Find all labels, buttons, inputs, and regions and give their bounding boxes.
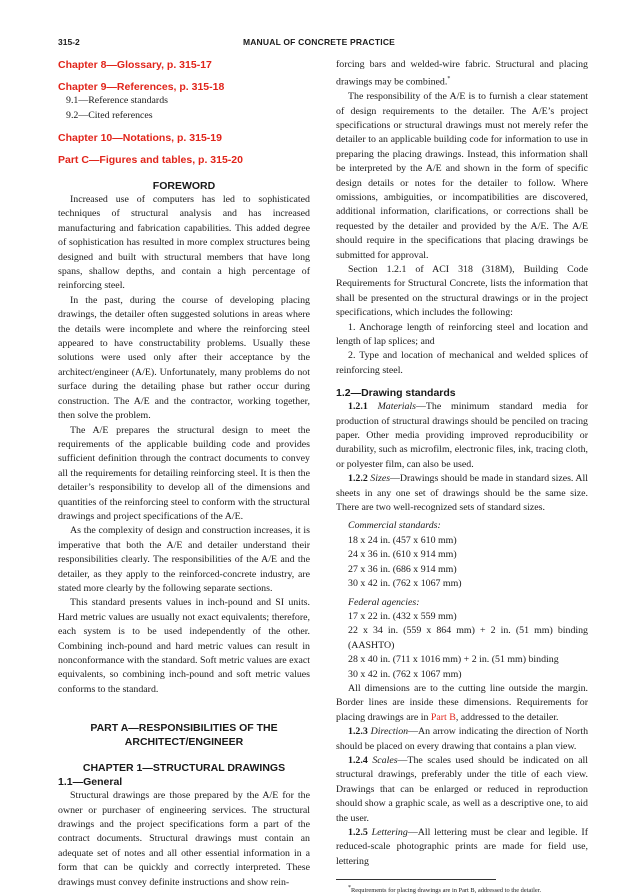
list-item: 30 x 42 in. (762 x 1067 mm) bbox=[348, 578, 462, 590]
paragraph-continued: forcing bars and welded-wire fabric. Structural and placing drawings may be combined.* bbox=[336, 59, 588, 88]
list-item: 30 x 42 in. (762 x 1067 mm) bbox=[348, 668, 462, 680]
left-column bbox=[58, 58, 310, 890]
toc-item-9-2[interactable]: 9.2—Cited references bbox=[66, 109, 153, 121]
list-item: 24 x 36 in. (610 x 914 mm) bbox=[348, 549, 457, 561]
toc-item-9-1[interactable]: 9.1—Reference standards bbox=[66, 95, 168, 106]
list-item: 18 x 24 in. (457 x 610 mm) bbox=[348, 534, 457, 546]
list-item: 28 x 40 in. (711 x 1016 mm) + 2 in. (51 mm) binding bbox=[348, 654, 559, 666]
right-column bbox=[336, 58, 588, 895]
paragraph-aci-318: Section 1.2.1 of ACI 318 (318M), Building Code Requirements for Structural Concrete, lists the information that shall be presented on the structural drawings or in the project specifications, which includes the following: bbox=[336, 263, 588, 319]
list-item: 17 x 22 in. (432 x 559 mm) bbox=[348, 610, 457, 622]
foreword-paragraph: The A/E prepares the structural design to meet the requirements of the applicable building code and provides sufficient definition through the contract documents to convey all the requirements for detailing reinforcing steel. It is then the detailer’s responsibility to develop all of the dimensions and quantities of the reinforcing steel to conform with the structural drawings and project specifications of the A/E. bbox=[58, 424, 310, 522]
section-1-2-3: 1.2.3 Direction—An arrow indicating the direction of North should be placed on every drawing that contains a plan view. bbox=[336, 726, 589, 752]
section-1-2-heading: 1.2—Drawing standards bbox=[336, 387, 456, 400]
part-b-link[interactable]: Part B bbox=[430, 711, 456, 723]
section-1-1-heading: 1.1—General bbox=[58, 776, 123, 789]
foreword-title: FOREWORD bbox=[152, 180, 216, 192]
part-a-title-line-2: ARCHITECT/ENGINEER bbox=[124, 736, 244, 749]
list-item: 27 x 36 in. (686 x 914 mm) bbox=[348, 563, 457, 575]
page-number: 315-2 bbox=[58, 37, 80, 47]
list-item: 22 x 34 in. (559 x 864 mm) + 2 in. (51 mm) binding (AASHTO) bbox=[348, 625, 588, 651]
toc-heading-part-c[interactable]: Part C—Figures and tables, p. 315-20 bbox=[58, 154, 243, 166]
section-1-1-paragraph: Structural drawings are those prepared by the A/E for the owner or purchaser of engineering services. The structural drawings and the project specifications form a part of the contract documents. Structural drawings must contain an adequate set of notes and all other essential information in a form that can be quickly and correctly interpreted. These drawings must convey definite instructions and show rein- bbox=[58, 790, 310, 888]
paragraph-ae-responsibility: The responsibility of the A/E is to furnish a clear statement of design requirements to the detailer. The A/E’s project specifications or structural drawings must not merely refer the detailer to an applicable building code for information to use in preparing the placing drawings. Instead, this information shall be interpreted by the A/E and shown in the form of specific design details or notes for the detailer to follow. Where omissions, ambiguities, or incompatibilities are discovered, additional information, clarifications, or corrections shall be requested by the detailer and provided by the A/E. The A/E should require in the specifications that placing drawings be submitted for approval. bbox=[336, 91, 588, 261]
chapter-1-title: CHAPTER 1—STRUCTURAL DRAWINGS bbox=[82, 762, 286, 775]
toc-heading-chapter-9[interactable]: Chapter 9—References, p. 315-18 bbox=[58, 81, 225, 93]
foreword-paragraph: Increased use of computers has led to sophisticated techniques of structural analysis and has increased manufacturing and fabrication capabilities. This added degree of sophistication has resulted in more complex structures being designed and built with structural members that have long spans, shallow depths, and contain a high percentage of reinforcing steel. bbox=[58, 194, 310, 292]
toc-heading-chapter-8[interactable]: Chapter 8—Glossary, p. 315-17 bbox=[58, 59, 212, 71]
section-1-2-4: 1.2.4 Scales—The scales used should be indicated on all structural drawings, preferably under the title of each view. Drawings that can be enlarged or reduced in reproduction should show a graphic scale, as well as a descriptive one, to aid the user. bbox=[336, 754, 588, 824]
paragraph-dimensions: All dimensions are to the cutting line outside the margin. Border lines are inside these dimensions. Requirements for placing drawings are in Part B, addressed to the detailer. bbox=[336, 682, 588, 723]
list-item-anchorage: 1. Anchorage length of reinforcing steel and location and length of lap splices; and bbox=[336, 321, 588, 348]
foreword-paragraph: As the complexity of design and construction increases, it is imperative that both the A/E and detailer understand their responsibilities clearly. The responsibilities of the A/E and the detailer, as they apply to the reinforced-concrete industry, are stated more clearly by the following separate sections. bbox=[58, 525, 310, 594]
toc-heading-chapter-10[interactable]: Chapter 10—Notations, p. 315-19 bbox=[58, 132, 222, 144]
footnote-divider bbox=[336, 879, 496, 880]
federal-agencies-title: Federal agencies: bbox=[348, 596, 420, 608]
list-item-splices: 2. Type and location of mechanical and welded splices of reinforcing steel. bbox=[336, 350, 588, 376]
footnote: *Requirements for placing drawings are in Part B, addressed to the detailer. bbox=[348, 885, 542, 895]
section-1-2-2: 1.2.2 Sizes—Drawings should be made in standard sizes. All sheets in any one set of drawings should be the same size. There are two well-recognized sets of standard sizes. bbox=[336, 473, 589, 514]
running-header-title: MANUAL OF CONCRETE PRACTICE bbox=[242, 37, 396, 47]
section-1-2-5: 1.2.5 Lettering—All lettering must be clear and legible. If reduced-scale photographic prints are made for field use, lettering bbox=[336, 827, 588, 867]
footnote-marker[interactable]: * bbox=[447, 76, 451, 83]
commercial-standards-list bbox=[336, 519, 588, 591]
section-1-2-1: 1.2.1 Materials—The minimum standard media for production of structural drawings should be penciled on tracing paper. Other media providing improved reproducibility or durability, such as microfilm, electronic files, ink, tracing cloth, or polyester film, can also be used. bbox=[336, 401, 589, 470]
foreword-paragraph: This standard presents values in inch-pound and SI units. Hard metric values are usually not exact equivalents; therefore, each system is to be used independently of the other. Combining inch-pound and hard metric values can result in nonconformance with the standard. Soft metric values are exact equivalents, so combining inch-pound and soft metric values conforms to the standard. bbox=[58, 597, 310, 695]
federal-agencies-list bbox=[336, 596, 588, 682]
part-a-title-line-1: PART A—RESPONSIBILITIES OF THE bbox=[90, 722, 278, 735]
commercial-standards-title: Commercial standards: bbox=[348, 520, 441, 532]
foreword-paragraph: In the past, during the course of developing placing drawings, the detailer often suggested solutions in areas where the details were incomplete and where the reinforcing steel appeared to have constructability problems. Usually these solutions were used only after their acceptance by the architect/engineer (A/E). Unfortunately, many problems do not surface during the detailing phase but rather occur during construction. The A/E and the contractor, working together, then solve the problem. bbox=[58, 294, 310, 422]
